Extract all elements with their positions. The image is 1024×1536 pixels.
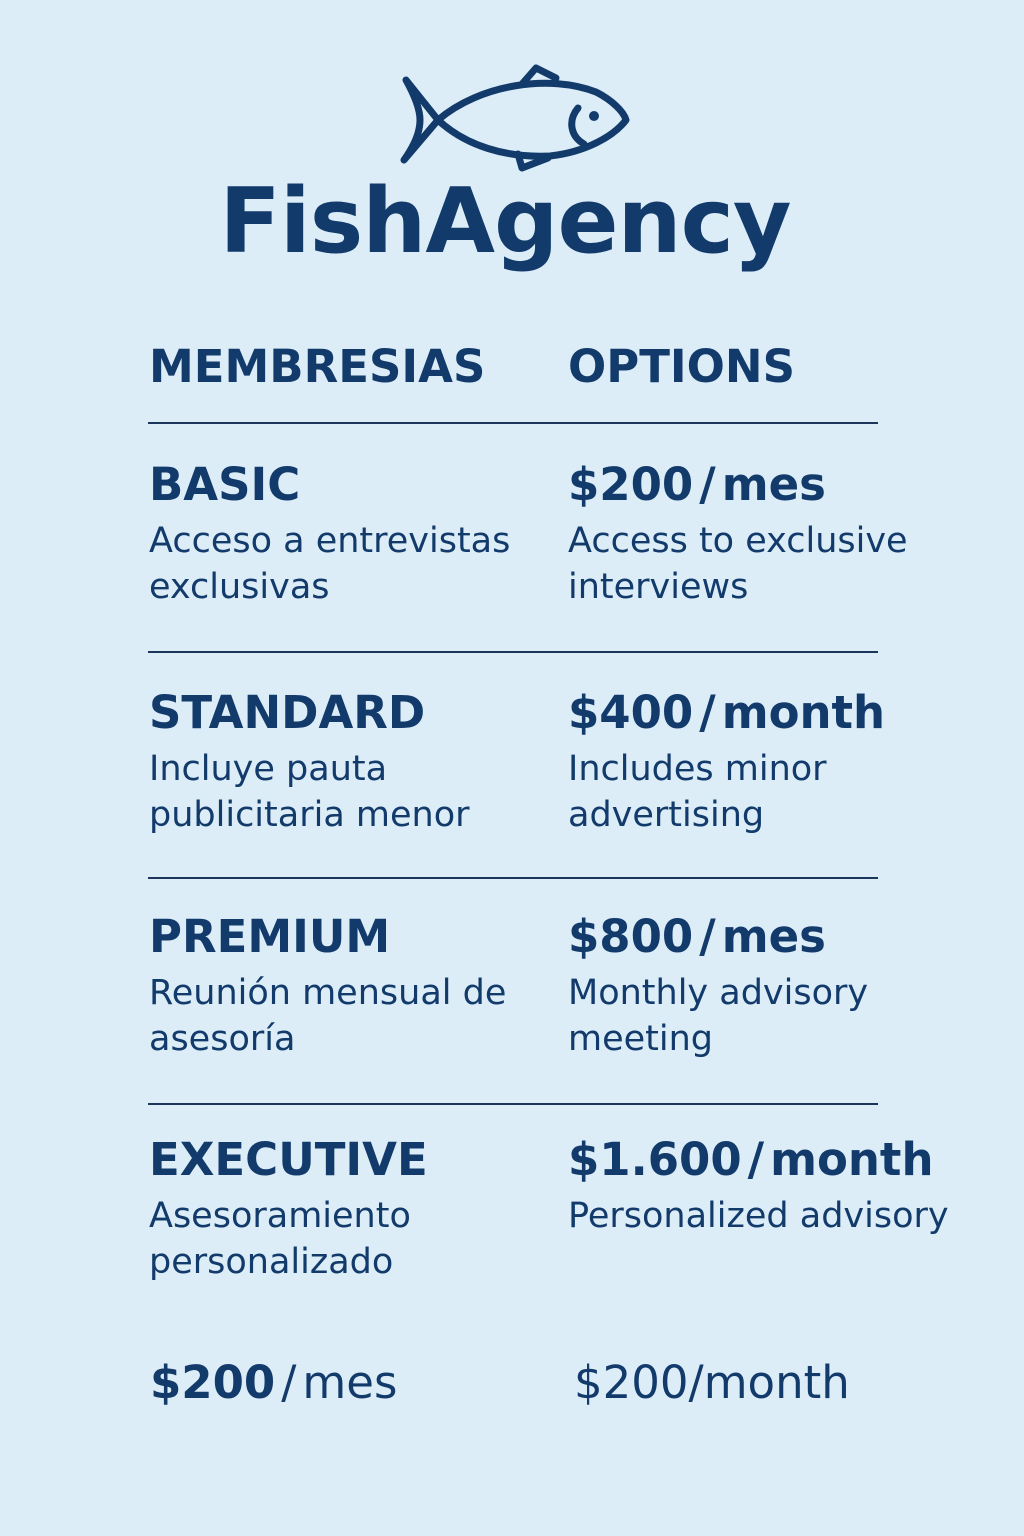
tier-row-basic (0, 456, 1024, 656)
tier-name: STANDARD (149, 686, 426, 739)
footer-price-right (574, 1354, 850, 1412)
tier-description-en: Includes minor advertising (568, 749, 827, 835)
price-separator: / (699, 458, 716, 511)
tier-row-standard (0, 684, 1024, 884)
tier-description-es: Asesoramiento personalizado (149, 1196, 411, 1282)
tier-name: EXECUTIVE (149, 1133, 428, 1186)
price-amount: $1.600 (568, 1133, 742, 1186)
tier-row-premium (0, 908, 1024, 1108)
tier-price (568, 908, 1018, 966)
tier-description-en: Personalized advisory (568, 1196, 949, 1236)
tier-name: BASIC (149, 458, 301, 511)
footer-price-left (150, 1354, 397, 1412)
price-period: month (770, 1133, 934, 1186)
price-amount: $800 (568, 910, 694, 963)
divider (148, 651, 878, 653)
price-separator: / (281, 1356, 297, 1409)
tier-price (568, 1131, 1018, 1189)
price-amount: $200 (568, 458, 694, 511)
brand-name: FishAgency (219, 169, 791, 274)
tier-price (568, 684, 1018, 742)
footer-amount: $200 (574, 1356, 689, 1409)
footer-amount: $200 (150, 1356, 276, 1409)
divider (148, 877, 878, 879)
tier-name: PREMIUM (149, 910, 391, 963)
price-period: month (721, 686, 886, 739)
tier-description-es: Reunión mensual de asesoría (149, 973, 507, 1059)
price-separator: / (688, 1356, 704, 1409)
price-separator: / (699, 910, 716, 963)
tier-description-en: Access to exclusive interviews (568, 521, 908, 607)
divider (148, 422, 878, 424)
footer-period: mes (302, 1356, 398, 1409)
footer-period: month (703, 1356, 850, 1409)
price-period: mes (721, 458, 826, 511)
price-amount: $400 (568, 686, 694, 739)
header-membresias: MEMBRESIAS (149, 340, 486, 393)
price-separator: / (699, 686, 716, 739)
price-separator: / (747, 1133, 765, 1186)
tier-price (568, 456, 1018, 514)
tier-description-es: Incluye pauta publicitaria menor (149, 749, 470, 835)
divider (148, 1103, 878, 1105)
price-period: mes (721, 910, 826, 963)
tier-row-executive (0, 1131, 1024, 1331)
tier-description-es: Acceso a entrevistas exclusivas (149, 521, 511, 607)
fish-icon (400, 62, 632, 174)
tier-description-en: Monthly advisory meeting (568, 973, 869, 1059)
header-options: OPTIONS (568, 340, 795, 393)
